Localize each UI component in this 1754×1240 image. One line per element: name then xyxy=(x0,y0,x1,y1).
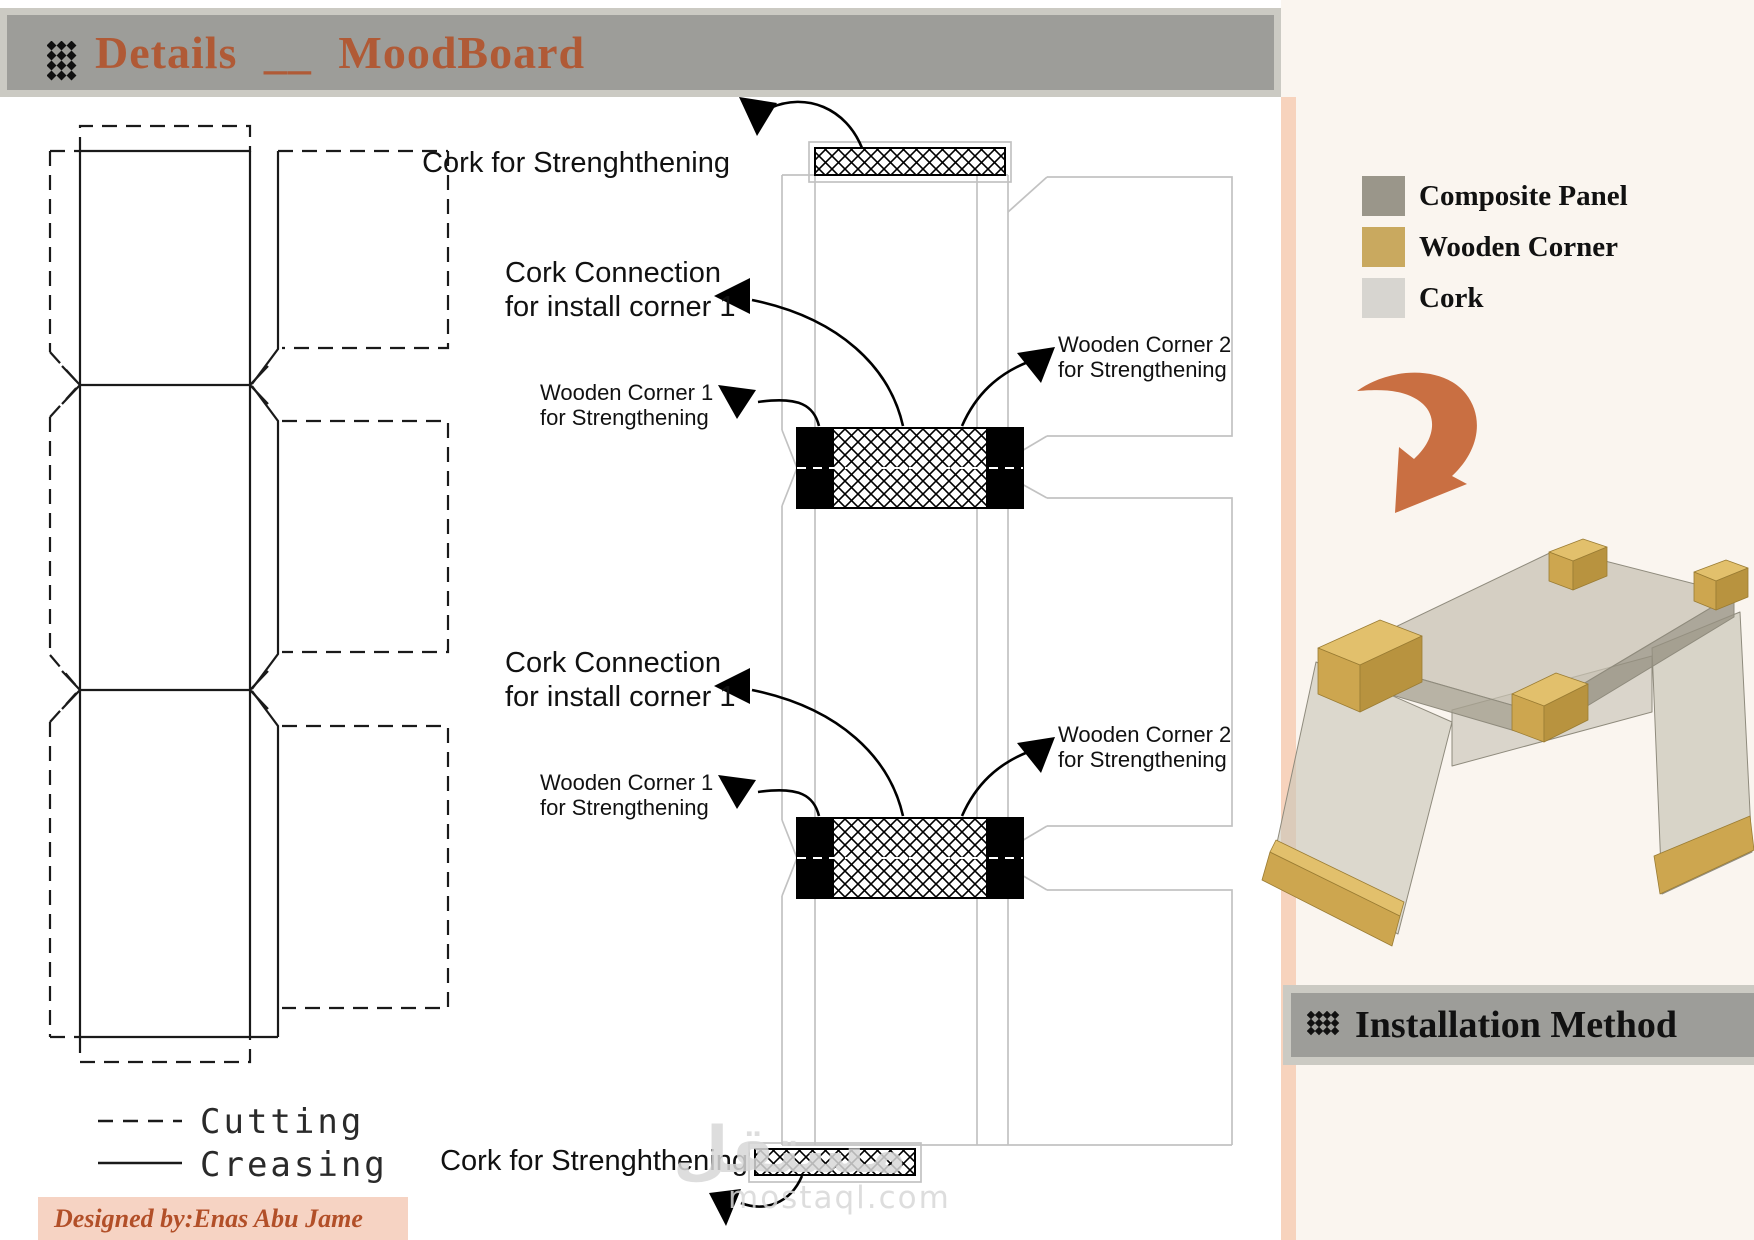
cork-connection-label-1-line1: Cork Connection xyxy=(505,257,721,289)
wooden-corner-2-label-a-line1: Wooden Corner 2 xyxy=(1058,332,1232,357)
watermark-logo: مستقل xyxy=(672,1114,908,1188)
cork-top-label: Cork for Strenghthening xyxy=(422,147,730,179)
installation-method-title: Installation Method xyxy=(1355,1004,1677,1046)
cork-connection-label-2-line2: for install corner 1 xyxy=(505,681,736,713)
page-title: Details __ MoodBoard xyxy=(95,27,586,78)
composite-panel-label: Composite Panel xyxy=(1419,179,1628,212)
cork-connection-label-1-line2: for install corner 1 xyxy=(505,291,736,323)
arrowheads xyxy=(709,97,1055,1226)
cork-bottom-label: Cork for Strenghthening xyxy=(440,1145,748,1177)
center-panel-outline xyxy=(749,142,1232,1182)
wooden-corner-2-label-b-line2: for Strengthening xyxy=(1058,747,1227,772)
assembled-table-render xyxy=(1262,539,1754,946)
wooden-corner-2-label-a-line2: for Strengthening xyxy=(1058,357,1227,382)
arrowhead-top xyxy=(739,97,777,136)
connection-band-1 xyxy=(797,428,1023,508)
arrowhead-wooden-1a xyxy=(718,385,756,419)
wooden-corner-1-label-b-line2: for Strengthening xyxy=(540,795,709,820)
annotation-labels xyxy=(422,147,1231,1177)
wooden-corner-label: Wooden Corner xyxy=(1419,230,1618,263)
connection-band-2 xyxy=(797,818,1023,898)
watermark-domain: mostaql.com xyxy=(728,1180,951,1216)
wooden-corner-1-label-a-line1: Wooden Corner 1 xyxy=(540,380,714,405)
cork-strip-top xyxy=(815,148,1005,175)
wooden-corner-2-label-b-line1: Wooden Corner 2 xyxy=(1058,722,1232,747)
cork-strips-and-bands xyxy=(755,148,1023,1175)
cork-connection-label-2-line1: Cork Connection xyxy=(505,647,721,679)
creasing-lines xyxy=(62,151,278,1037)
wooden-corner-1-label-a-line2: for Strengthening xyxy=(540,405,709,430)
designer-credit: Designed by:Enas Abu Jame xyxy=(54,1203,363,1233)
left-cutting-pattern xyxy=(50,126,448,1062)
wooden-corner-1-label-b-line1: Wooden Corner 1 xyxy=(540,770,714,795)
line-type-legend xyxy=(98,1102,388,1185)
orange-curved-arrow xyxy=(1357,373,1477,513)
annotation-arrows xyxy=(741,102,1028,1207)
cork-label: Cork xyxy=(1419,281,1484,314)
arrowhead-wooden-1b xyxy=(718,775,756,809)
cutting-legend-label: Cutting xyxy=(200,1102,365,1142)
creasing-legend-label: Creasing xyxy=(200,1145,388,1185)
